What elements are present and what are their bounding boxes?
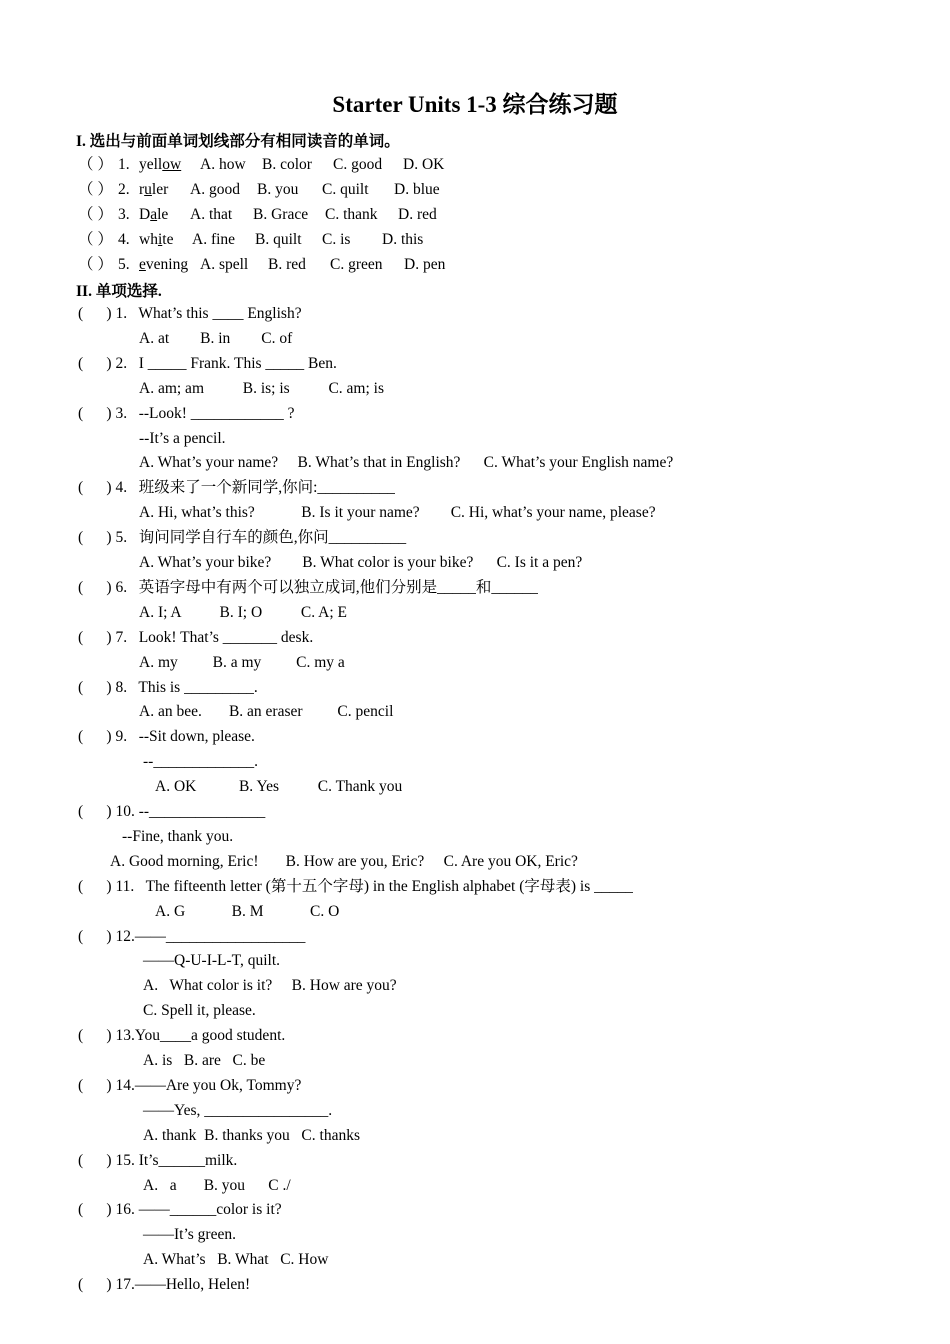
question-stem: ( ) 12.——__________________: [78, 927, 306, 945]
question-line: A. What’s your name? B. What’s that in English? C. What’s your English name?: [139, 454, 674, 472]
question-number: 4.: [118, 231, 130, 248]
answer-option: B. you: [257, 181, 299, 198]
question-line: --Fine, thank you.: [122, 827, 234, 845]
question-row: [0, 204, 950, 226]
target-word: evening: [139, 256, 189, 273]
question-line: A. What’s B. What C. How: [143, 1251, 329, 1269]
answer-option: A. good: [190, 181, 240, 198]
answer-option: C. is: [322, 231, 351, 248]
question-line: C. Spell it, please.: [143, 1002, 256, 1020]
question-stem: ( ) 2. I _____ Frank. This _____ Ben.: [78, 354, 337, 372]
question-number: 5.: [118, 256, 130, 273]
question-stem: ( ) 3. --Look! ____________ ?: [78, 404, 295, 422]
question-row: [0, 254, 950, 276]
question-line: A. OK B. Yes C. Thank you: [155, 778, 403, 796]
answer-option: B. Grace: [253, 206, 309, 223]
question-line: A. What’s your bike? B. What color is your bike? C. Is it a pen?: [139, 554, 583, 571]
question-row: [0, 229, 950, 251]
question-stem: ( ) 11. The fifteenth letter (第十五个字母) in the English alphabet (字母表) is _____: [78, 877, 633, 895]
question-stem: ( ) 15. It’s______milk.: [78, 1151, 238, 1169]
answer-blank[interactable]: （ ）: [78, 231, 113, 248]
question-stem: ( ) 10. --_______________: [78, 803, 266, 820]
answer-option: D. pen: [404, 256, 446, 273]
question-line: A. at B. in C. of: [139, 329, 293, 347]
question-line: ——Q-U-I-L-T, quilt.: [143, 952, 281, 970]
target-word: yellow: [139, 156, 182, 173]
question-stem: ( ) 8. This is _________.: [78, 678, 258, 696]
answer-option: A. spell: [200, 256, 249, 273]
question-line: A. What color is it? B. How are you?: [143, 977, 397, 995]
target-word: white: [139, 231, 174, 248]
question-number: 1.: [118, 156, 130, 173]
question-stem: ( ) 17.——Hello, Helen!: [78, 1276, 251, 1294]
question-stem: ( ) 6. 英语字母中有两个可以独立成词,他们分别是_____和______: [78, 578, 538, 596]
answer-option: C. green: [330, 256, 383, 273]
question-line: A. thank B. thanks you C. thanks: [143, 1126, 360, 1144]
answer-option: C. good: [333, 156, 383, 173]
answer-blank[interactable]: （ ）: [78, 181, 113, 198]
question-line: A. Good morning, Eric! B. How are you, Eric? C. Are you OK, Eric?: [110, 852, 578, 870]
question-line: A. G B. M C. O: [155, 902, 340, 920]
answer-blank[interactable]: （ ）: [78, 156, 113, 173]
answer-option: A. fine: [192, 231, 236, 248]
question-line: A. Hi, what’s this? B. Is it your name? C. Hi, what’s your name, please?: [139, 504, 656, 522]
answer-option: B. red: [268, 256, 306, 273]
question-line: ——It’s green.: [143, 1226, 236, 1244]
question-stem: ( ) 16. ——______color is it?: [78, 1201, 282, 1219]
question-line: A. am; am B. is; is C. am; is: [139, 379, 384, 397]
section-2-heading: II. 单项选择.: [76, 283, 162, 300]
question-number: 2.: [118, 181, 130, 198]
answer-blank[interactable]: （ ）: [78, 206, 113, 223]
question-row: [0, 154, 950, 176]
answer-option: B. quilt: [255, 231, 302, 248]
question-line: ——Yes, ________________.: [143, 1101, 333, 1119]
question-stem: ( ) 7. Look! That’s _______ desk.: [78, 628, 314, 646]
question-line: A. I; A B. I; O C. A; E: [139, 603, 347, 621]
section-1-heading: I. 选出与前面单词划线部分有相同读音的单词。: [76, 133, 400, 150]
answer-option: A. how: [200, 156, 246, 173]
question-number: 3.: [118, 206, 130, 223]
answer-option: D. OK: [403, 156, 445, 173]
question-stem: ( ) 1. What’s this ____ English?: [78, 305, 302, 322]
question-stem: ( ) 9. --Sit down, please.: [78, 728, 255, 746]
answer-option: B. color: [262, 156, 312, 173]
answer-option: D. red: [398, 206, 437, 223]
answer-option: D. this: [382, 231, 424, 248]
question-line: --It’s a pencil.: [139, 429, 226, 447]
target-word: Dale: [139, 206, 169, 223]
answer-blank[interactable]: （ ）: [78, 256, 113, 273]
question-line: --_____________.: [143, 753, 258, 771]
target-word: ruler: [139, 181, 169, 198]
answer-option: C. thank: [325, 206, 378, 223]
question-stem: ( ) 4. 班级来了一个新同学,你问:__________: [78, 479, 395, 497]
question-line: A. an bee. B. an eraser C. pencil: [139, 703, 394, 721]
question-line: A. a B. you C ./: [143, 1176, 291, 1194]
page-title: Starter Units 1-3 综合练习题: [332, 92, 618, 117]
question-stem: ( ) 14.——Are you Ok, Tommy?: [78, 1076, 302, 1094]
answer-option: A. that: [190, 206, 233, 223]
question-stem: ( ) 13.You____a good student.: [78, 1027, 286, 1045]
answer-option: D. blue: [394, 181, 440, 198]
question-row: [0, 179, 950, 201]
question-line: A. is B. are C. be: [143, 1052, 266, 1069]
answer-option: C. quilt: [322, 181, 369, 198]
question-line: A. my B. a my C. my a: [139, 653, 345, 671]
question-stem: ( ) 5. 询问同学自行车的颜色,你问__________: [78, 529, 407, 547]
